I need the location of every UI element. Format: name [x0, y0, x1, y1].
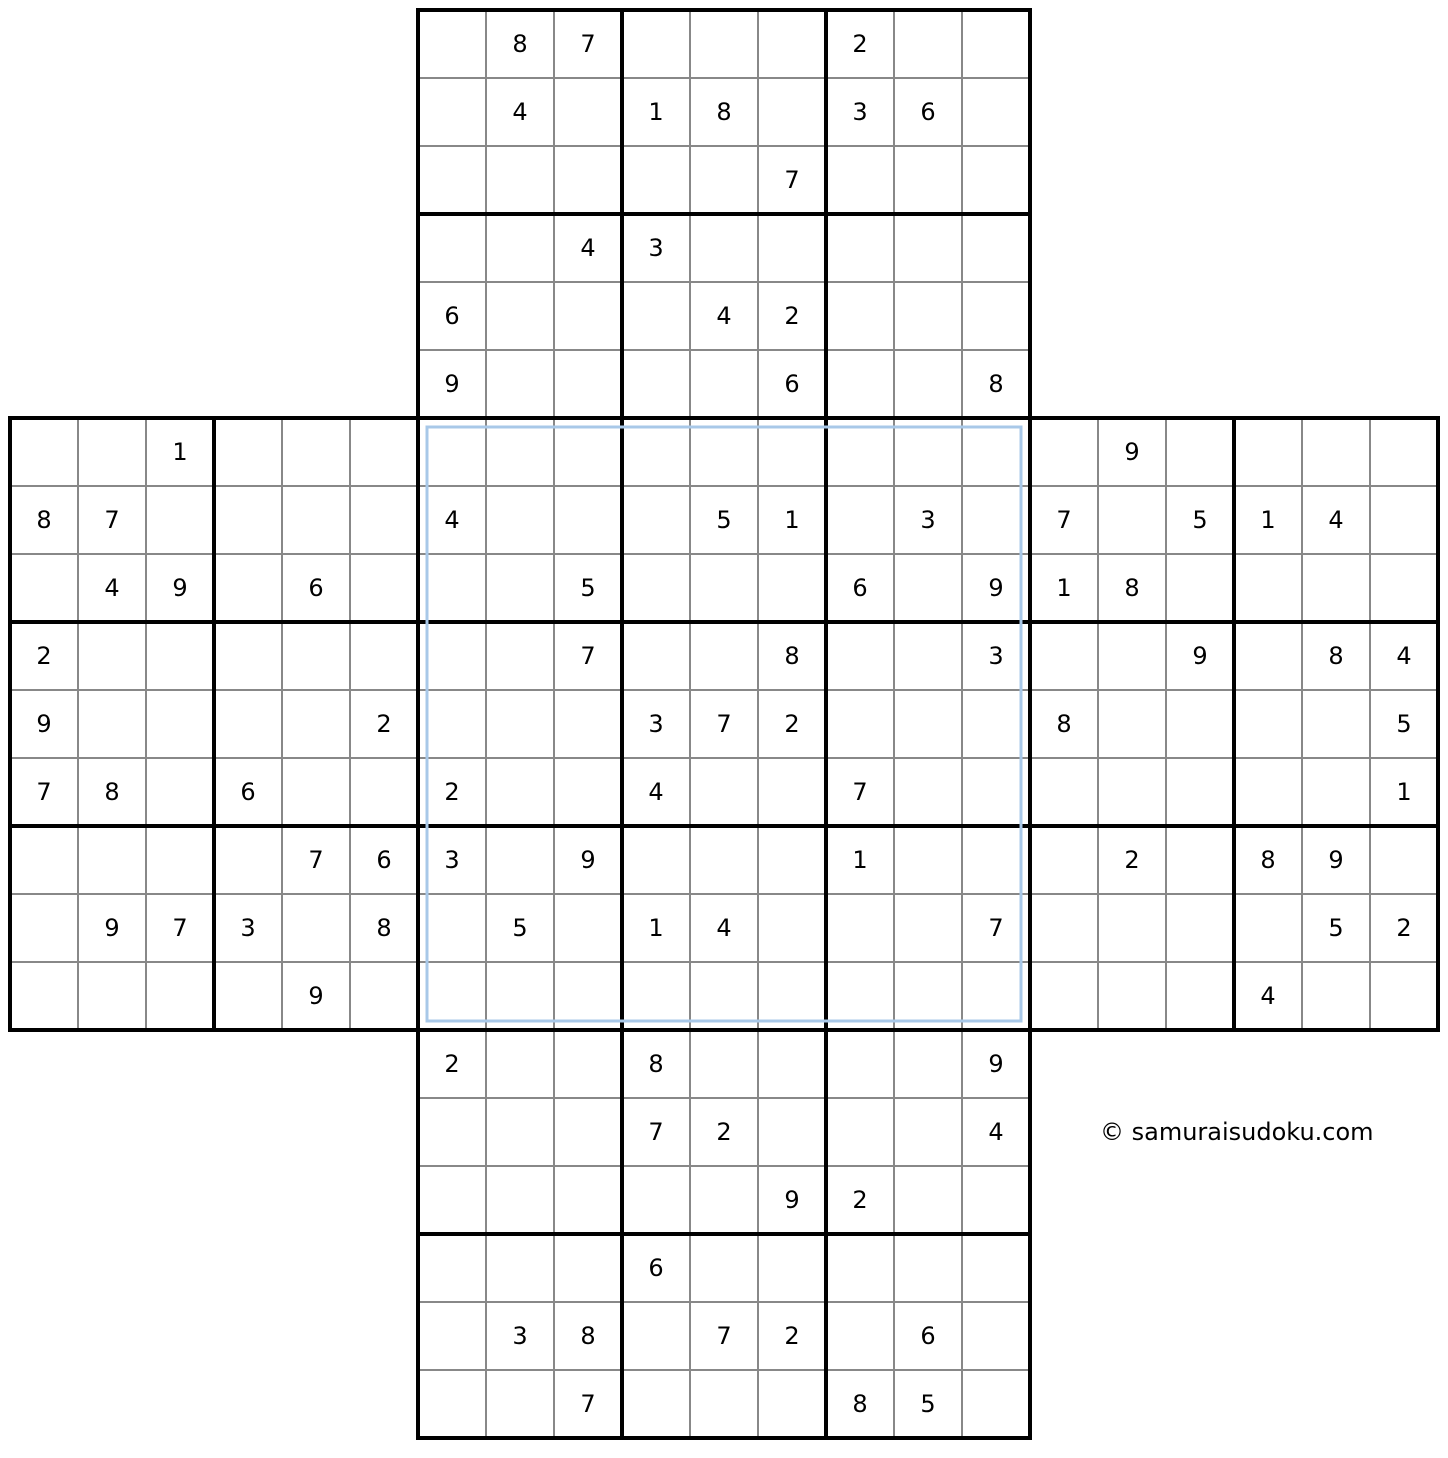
cell[interactable] — [418, 1166, 486, 1234]
cell[interactable] — [894, 1166, 962, 1234]
given-digit: 2 — [444, 1050, 460, 1078]
cell[interactable] — [214, 690, 282, 758]
cell[interactable] — [962, 78, 1030, 146]
cell[interactable] — [826, 1030, 894, 1098]
cell[interactable] — [826, 690, 894, 758]
cell[interactable] — [554, 758, 622, 826]
cell[interactable] — [1166, 894, 1234, 962]
given-digit: 4 — [716, 302, 732, 330]
cell[interactable] — [1234, 554, 1302, 622]
cell[interactable] — [1302, 962, 1370, 1030]
given-digit: 2 — [1124, 846, 1140, 874]
cell[interactable] — [486, 758, 554, 826]
cell[interactable] — [1234, 622, 1302, 690]
cell[interactable] — [1098, 962, 1166, 1030]
given-digit: 7 — [308, 846, 324, 874]
given-digit: 1 — [172, 438, 188, 466]
given-digit: 4 — [716, 914, 732, 942]
cell[interactable] — [10, 554, 78, 622]
cell[interactable] — [418, 214, 486, 282]
given-digit: 8 — [512, 30, 528, 58]
cell[interactable] — [554, 282, 622, 350]
cell[interactable] — [1098, 758, 1166, 826]
given-digit: 9 — [308, 982, 324, 1010]
given-digit: 4 — [1328, 506, 1344, 534]
cell[interactable] — [826, 214, 894, 282]
cell[interactable] — [418, 146, 486, 214]
cell[interactable] — [1030, 418, 1098, 486]
given-digit: 6 — [920, 98, 936, 126]
cell[interactable] — [214, 554, 282, 622]
cell[interactable] — [1030, 962, 1098, 1030]
given-digit: 3 — [852, 98, 868, 126]
cell[interactable] — [418, 1370, 486, 1438]
cell[interactable] — [826, 1098, 894, 1166]
cell[interactable] — [146, 486, 214, 554]
given-digit: 3 — [648, 234, 664, 262]
given-digit: 5 — [1396, 710, 1412, 738]
cell[interactable] — [1370, 418, 1438, 486]
given-digit: 2 — [784, 302, 800, 330]
given-digit: 9 — [1124, 438, 1140, 466]
cell[interactable] — [894, 282, 962, 350]
cell[interactable] — [622, 622, 690, 690]
cell[interactable] — [486, 826, 554, 894]
cell[interactable] — [350, 554, 418, 622]
given-digit: 9 — [1192, 642, 1208, 670]
cell[interactable] — [690, 350, 758, 418]
given-digit: 3 — [648, 710, 664, 738]
given-digit: 3 — [920, 506, 936, 534]
given-digit: 9 — [1328, 846, 1344, 874]
given-digit: 2 — [784, 710, 800, 738]
cell[interactable] — [826, 894, 894, 962]
given-digit: 8 — [36, 506, 52, 534]
cell[interactable] — [894, 894, 962, 962]
given-digit: 4 — [580, 234, 596, 262]
given-digit: 4 — [988, 1118, 1004, 1146]
cell[interactable] — [282, 758, 350, 826]
given-digit: 2 — [444, 778, 460, 806]
cell[interactable] — [282, 486, 350, 554]
given-digit: 6 — [240, 778, 256, 806]
cell[interactable] — [1166, 554, 1234, 622]
given-digit: 2 — [376, 710, 392, 738]
cell[interactable] — [1166, 690, 1234, 758]
given-digit: 8 — [852, 1390, 868, 1418]
given-digit: 7 — [988, 914, 1004, 942]
given-digit: 5 — [512, 914, 528, 942]
cell[interactable] — [894, 622, 962, 690]
given-digit: 7 — [580, 642, 596, 670]
cell[interactable] — [486, 1098, 554, 1166]
cell[interactable] — [690, 1030, 758, 1098]
cell[interactable] — [418, 10, 486, 78]
cell[interactable] — [690, 10, 758, 78]
given-digit: 8 — [784, 642, 800, 670]
given-digit: 1 — [648, 98, 664, 126]
cell[interactable] — [554, 690, 622, 758]
given-digit: 7 — [1056, 506, 1072, 534]
cell[interactable] — [758, 10, 826, 78]
cell[interactable] — [486, 146, 554, 214]
cell[interactable] — [10, 826, 78, 894]
cell[interactable] — [962, 1234, 1030, 1302]
cell[interactable] — [486, 690, 554, 758]
given-digit: 7 — [580, 1390, 596, 1418]
cell[interactable] — [894, 758, 962, 826]
given-digit: 5 — [716, 506, 732, 534]
cell[interactable] — [554, 146, 622, 214]
given-digit: 3 — [512, 1322, 528, 1350]
cell[interactable] — [486, 350, 554, 418]
cell[interactable] — [622, 10, 690, 78]
cell[interactable] — [962, 10, 1030, 78]
cell[interactable] — [486, 1166, 554, 1234]
given-digit: 5 — [1192, 506, 1208, 534]
given-digit: 1 — [1396, 778, 1412, 806]
cell[interactable] — [282, 622, 350, 690]
cell[interactable] — [486, 1370, 554, 1438]
given-digit: 4 — [648, 778, 664, 806]
given-digit: 2 — [784, 1322, 800, 1350]
cell[interactable] — [554, 1030, 622, 1098]
given-digit: 8 — [1328, 642, 1344, 670]
cell[interactable] — [1166, 826, 1234, 894]
given-digit: 6 — [852, 574, 868, 602]
given-digit: 3 — [988, 642, 1004, 670]
cell[interactable] — [214, 826, 282, 894]
cell[interactable] — [214, 486, 282, 554]
cell[interactable] — [554, 350, 622, 418]
cell[interactable] — [826, 146, 894, 214]
cell[interactable] — [554, 78, 622, 146]
given-digit: 6 — [308, 574, 324, 602]
cell[interactable] — [894, 10, 962, 78]
given-digit: 8 — [716, 98, 732, 126]
cell[interactable] — [894, 146, 962, 214]
given-digit: 1 — [1056, 574, 1072, 602]
given-digit: 9 — [988, 574, 1004, 602]
cell[interactable] — [486, 1030, 554, 1098]
cell[interactable] — [1234, 758, 1302, 826]
given-digit: 2 — [716, 1118, 732, 1146]
given-digit: 6 — [376, 846, 392, 874]
cell[interactable] — [690, 1370, 758, 1438]
cell[interactable] — [962, 214, 1030, 282]
cell[interactable] — [350, 486, 418, 554]
cell[interactable] — [962, 1302, 1030, 1370]
given-digit: 1 — [784, 506, 800, 534]
given-digit: 3 — [240, 914, 256, 942]
given-digit: 5 — [1328, 914, 1344, 942]
cell[interactable] — [1030, 826, 1098, 894]
cell[interactable] — [1234, 690, 1302, 758]
cell[interactable] — [894, 350, 962, 418]
cell[interactable] — [350, 758, 418, 826]
cell[interactable] — [894, 214, 962, 282]
cell[interactable] — [826, 486, 894, 554]
cell[interactable] — [690, 758, 758, 826]
cell[interactable] — [622, 1370, 690, 1438]
given-digit: 7 — [580, 30, 596, 58]
cell[interactable] — [418, 1234, 486, 1302]
given-digit: 4 — [104, 574, 120, 602]
given-digit: 9 — [580, 846, 596, 874]
cell[interactable] — [486, 1234, 554, 1302]
cell[interactable] — [146, 826, 214, 894]
cell[interactable] — [962, 1370, 1030, 1438]
cell[interactable] — [1098, 690, 1166, 758]
cell[interactable] — [758, 758, 826, 826]
given-digit: 9 — [172, 574, 188, 602]
cell[interactable] — [758, 1030, 826, 1098]
given-digit: 6 — [920, 1322, 936, 1350]
cell[interactable] — [690, 214, 758, 282]
cell[interactable] — [758, 1234, 826, 1302]
cell[interactable] — [282, 418, 350, 486]
cell[interactable] — [146, 690, 214, 758]
cell[interactable] — [1098, 486, 1166, 554]
cell[interactable] — [350, 962, 418, 1030]
given-digit: 8 — [376, 914, 392, 942]
cell[interactable] — [894, 690, 962, 758]
given-digit: 2 — [852, 1186, 868, 1214]
cell[interactable] — [962, 146, 1030, 214]
cell[interactable] — [146, 758, 214, 826]
cell[interactable] — [10, 418, 78, 486]
cell[interactable] — [1302, 758, 1370, 826]
cell[interactable] — [1234, 894, 1302, 962]
given-digit: 5 — [580, 574, 596, 602]
cell[interactable] — [894, 1030, 962, 1098]
given-digit: 8 — [648, 1050, 664, 1078]
given-digit: 3 — [444, 846, 460, 874]
given-digit: 8 — [580, 1322, 596, 1350]
cell[interactable] — [282, 690, 350, 758]
cell[interactable] — [1302, 554, 1370, 622]
cell[interactable] — [350, 622, 418, 690]
cell[interactable] — [758, 554, 826, 622]
cell[interactable] — [486, 282, 554, 350]
cell[interactable] — [214, 962, 282, 1030]
given-digit: 8 — [1260, 846, 1276, 874]
given-digit: 7 — [648, 1118, 664, 1146]
given-digit: 7 — [36, 778, 52, 806]
cell[interactable] — [758, 826, 826, 894]
cell[interactable] — [418, 1302, 486, 1370]
given-digit: 6 — [648, 1254, 664, 1282]
cell[interactable] — [894, 1098, 962, 1166]
cell[interactable] — [622, 554, 690, 622]
cell[interactable] — [1166, 418, 1234, 486]
cell[interactable] — [554, 486, 622, 554]
cell[interactable] — [826, 350, 894, 418]
cell[interactable] — [894, 1234, 962, 1302]
cell[interactable] — [486, 554, 554, 622]
cell[interactable] — [1302, 690, 1370, 758]
given-digit: 2 — [36, 642, 52, 670]
cell[interactable] — [690, 826, 758, 894]
cell[interactable] — [622, 350, 690, 418]
given-digit: 9 — [784, 1186, 800, 1214]
cell[interactable] — [146, 622, 214, 690]
cell[interactable] — [554, 1166, 622, 1234]
given-digit: 6 — [444, 302, 460, 330]
cell[interactable] — [10, 962, 78, 1030]
cell[interactable] — [758, 1098, 826, 1166]
cell[interactable] — [146, 962, 214, 1030]
cell[interactable] — [758, 78, 826, 146]
given-digit: 9 — [988, 1050, 1004, 1078]
cell[interactable] — [690, 1234, 758, 1302]
cell[interactable] — [1370, 826, 1438, 894]
cell[interactable] — [690, 1166, 758, 1234]
cell[interactable] — [622, 1166, 690, 1234]
cell[interactable] — [622, 146, 690, 214]
given-digit: 9 — [444, 370, 460, 398]
given-digit: 1 — [648, 914, 664, 942]
given-digit: 7 — [104, 506, 120, 534]
cell[interactable] — [1166, 962, 1234, 1030]
cell[interactable] — [554, 1234, 622, 1302]
cell[interactable] — [1234, 418, 1302, 486]
cell[interactable] — [894, 554, 962, 622]
cell[interactable] — [1370, 486, 1438, 554]
cell[interactable] — [622, 282, 690, 350]
given-digit: 8 — [988, 370, 1004, 398]
cell[interactable] — [962, 282, 1030, 350]
cell[interactable] — [486, 486, 554, 554]
cell[interactable] — [1166, 758, 1234, 826]
given-digit: 8 — [104, 778, 120, 806]
cell[interactable] — [826, 282, 894, 350]
given-digit: 9 — [104, 914, 120, 942]
cell[interactable] — [554, 1098, 622, 1166]
cell[interactable] — [826, 1234, 894, 1302]
cell[interactable] — [690, 554, 758, 622]
given-digit: 8 — [1056, 710, 1072, 738]
cell[interactable] — [1098, 894, 1166, 962]
given-digit: 5 — [920, 1390, 936, 1418]
cell[interactable] — [690, 622, 758, 690]
cell[interactable] — [282, 894, 350, 962]
given-digit: 9 — [36, 710, 52, 738]
given-digit: 6 — [784, 370, 800, 398]
given-digit: 2 — [852, 30, 868, 58]
cell[interactable] — [486, 214, 554, 282]
given-digit: 4 — [512, 98, 528, 126]
cell[interactable] — [622, 486, 690, 554]
cell[interactable] — [10, 894, 78, 962]
cell[interactable] — [78, 962, 146, 1030]
cell[interactable] — [622, 826, 690, 894]
cell[interactable] — [350, 418, 418, 486]
cell[interactable] — [78, 826, 146, 894]
cell[interactable] — [758, 1370, 826, 1438]
given-digit: 7 — [172, 914, 188, 942]
cell[interactable] — [758, 894, 826, 962]
given-digit: 7 — [852, 778, 868, 806]
cell[interactable] — [1370, 962, 1438, 1030]
cell[interactable] — [554, 894, 622, 962]
cell[interactable] — [1302, 418, 1370, 486]
cell[interactable] — [826, 1302, 894, 1370]
cell[interactable] — [418, 1098, 486, 1166]
cell[interactable] — [1030, 622, 1098, 690]
given-digit: 1 — [1260, 506, 1276, 534]
given-digit: 4 — [444, 506, 460, 534]
cell[interactable] — [690, 146, 758, 214]
given-digit: 7 — [784, 166, 800, 194]
given-digit: 4 — [1396, 642, 1412, 670]
cell[interactable] — [486, 622, 554, 690]
cell[interactable] — [826, 622, 894, 690]
copyright-text: © samuraisudoku.com — [1100, 1118, 1374, 1146]
given-digit: 1 — [852, 846, 868, 874]
given-digit: 7 — [716, 1322, 732, 1350]
cell[interactable] — [622, 1302, 690, 1370]
cell[interactable] — [214, 622, 282, 690]
given-digit: 7 — [716, 710, 732, 738]
cell[interactable] — [1098, 622, 1166, 690]
cell[interactable] — [1030, 758, 1098, 826]
given-digit: 8 — [1124, 574, 1140, 602]
cell[interactable] — [78, 622, 146, 690]
given-digit: 4 — [1260, 982, 1276, 1010]
cell[interactable] — [78, 418, 146, 486]
cell[interactable] — [214, 418, 282, 486]
cell[interactable] — [962, 1166, 1030, 1234]
cell[interactable] — [1370, 554, 1438, 622]
cell[interactable] — [894, 826, 962, 894]
cell[interactable] — [78, 690, 146, 758]
cell[interactable] — [418, 78, 486, 146]
cell[interactable] — [758, 214, 826, 282]
given-digit: 2 — [1396, 914, 1412, 942]
cell[interactable] — [1030, 894, 1098, 962]
